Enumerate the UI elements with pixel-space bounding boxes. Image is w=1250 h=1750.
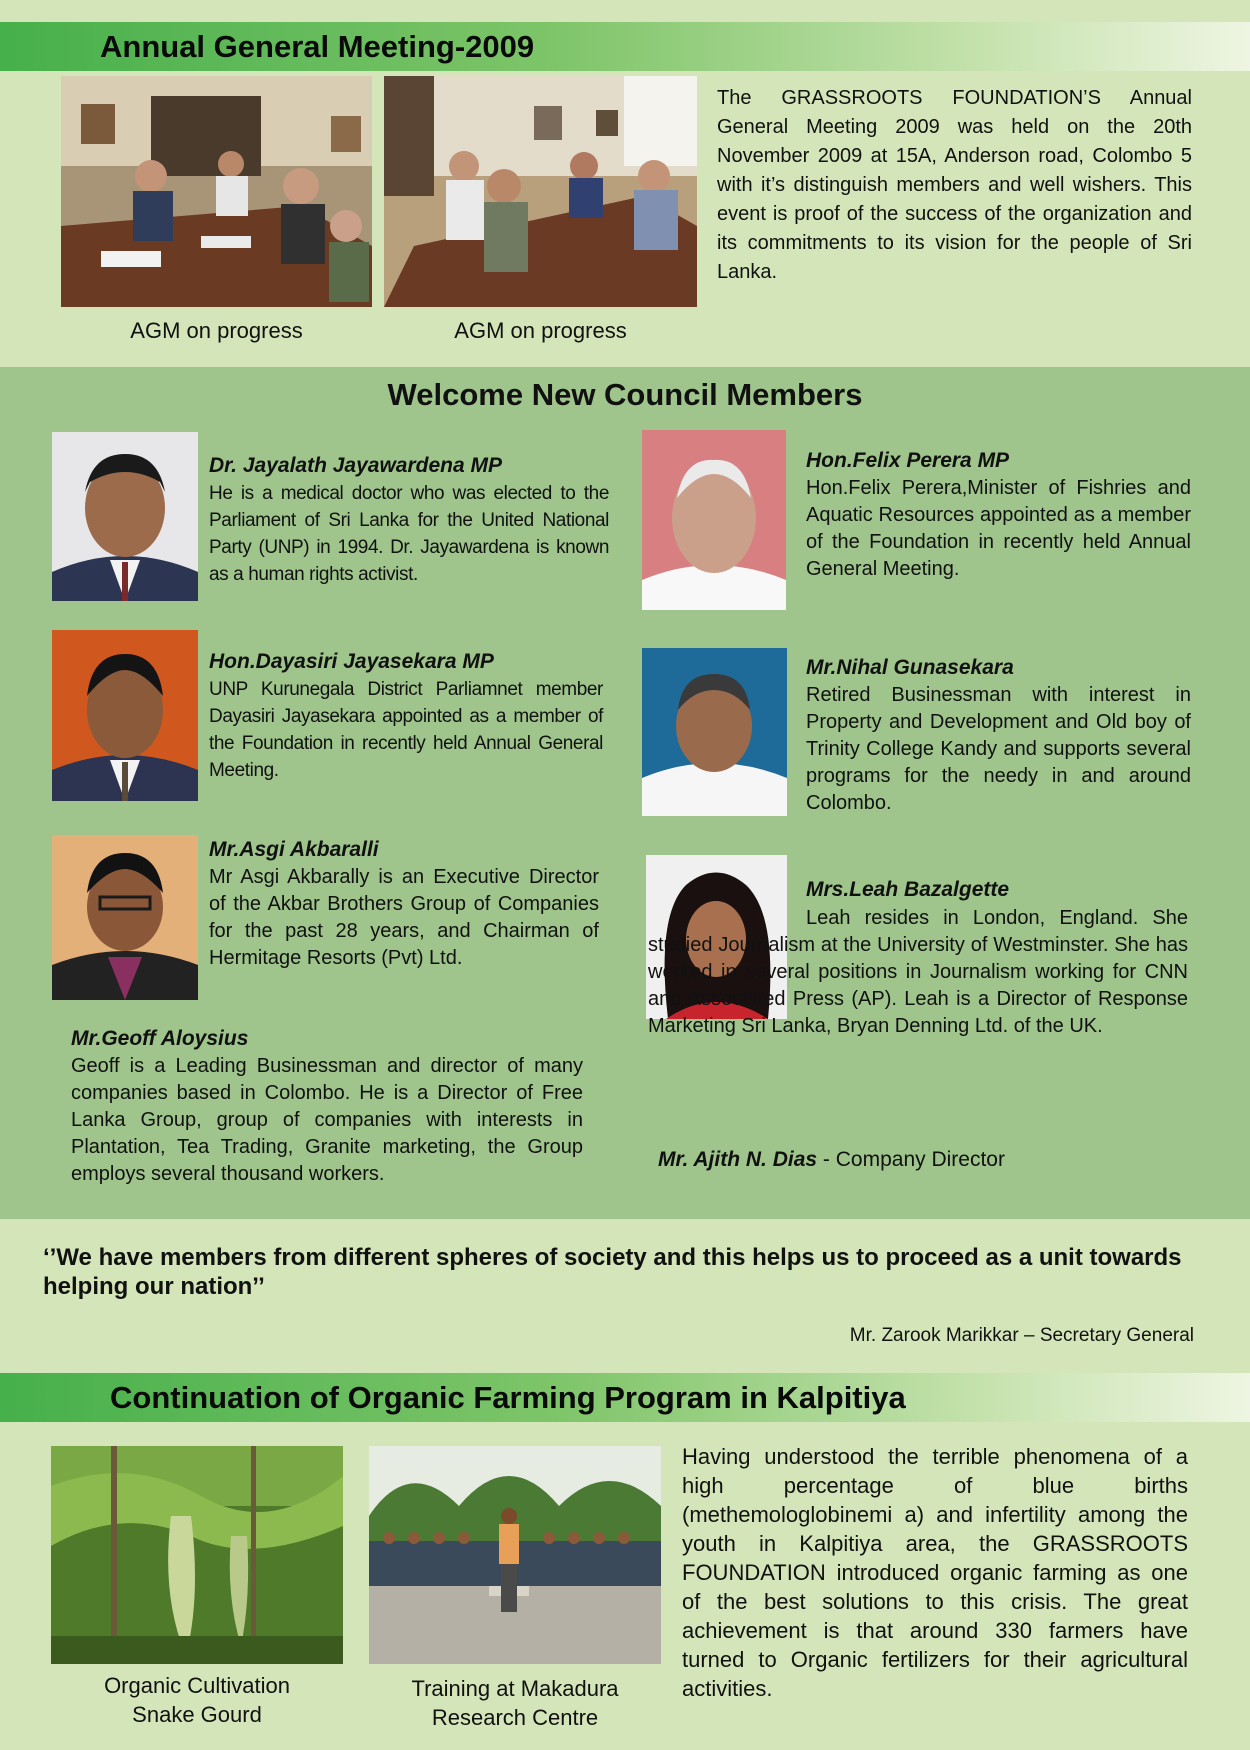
agm-title: Annual General Meeting-2009 <box>100 29 535 64</box>
farming-photo-2 <box>369 1446 661 1664</box>
farming-title: Continuation of Organic Farming Program in Kalpitiya <box>110 1380 906 1415</box>
member-name: Mr.Asgi Akbaralli <box>209 838 379 861</box>
member-bio: Geoff is a Leading Businessman and director of many companies based in Colombo. He is a Director of Free Lanka Group, group of companies with interests in Plantation, Tea Trading, Granite marketing, the Group employs several thousand workers. <box>71 1055 583 1185</box>
quote-text: ‘’We have members from different spheres of society and this helps us to proceed as a unit towards helping our nation’’ <box>43 1244 1182 1300</box>
member-photo-perera <box>642 430 786 610</box>
member-name: Mr. Ajith N. Dias <box>658 1148 818 1171</box>
farming-photo-2-caption-line1: Training at Makadura <box>411 1676 619 1701</box>
member-name: Mrs.Leah Bazalgette <box>806 878 1010 901</box>
council-title: Welcome New Council Members <box>387 377 863 412</box>
member-ajith-dias <box>658 1147 1198 1173</box>
member-name: Dr. Jayalath Jayawardena MP <box>209 454 502 477</box>
member-role: - Company Director <box>817 1148 1005 1171</box>
farming-photo-1-caption-line2: Snake Gourd <box>132 1702 262 1727</box>
member-name: Mr.Geoff Aloysius <box>71 1027 249 1050</box>
member-bio: Mr Asgi Akbarally is an Executive Director of the Akbar Brothers Group of Companies for the past 28 years, and Chairman of Hermitage Resorts (Pvt) Ltd. <box>209 866 599 969</box>
agm-description: The GRASSROOTS FOUNDATION’S Annual General Meeting 2009 was held on the 20th November 2009 at 15A, Anderson road, Colombo 5 with it’s distinguish members and well wishers. This event is proof of the success of the organization and its commitments to its vision for the people of Sri Lanka. <box>717 87 1192 283</box>
member-bio: Leah resides in London, England. She studied Journalism at the University of Westminster. She has worked in several positions in Journalism working for CNN and Associated Press (AP). Leah is a Director of Response Marketing Sri Lanka, Bryan Denning Ltd. of the UK. <box>648 907 1188 1037</box>
farming-description: Having understood the terrible phenomena of a high percentage of blue births (methemologlobinemi a) and infertility among the youth in Kalpitiya area, the GRASSROOTS FOUNDATION introduced organic farming as one of the best solutions to this crisis. The great achievement is that around 330 farmers have turned to Organic fertilizers for their agricultural activities. <box>682 1444 1188 1701</box>
member-bio: Retired Businessman with interest in Property and Development and Old boy of Trinity College Kandy and supports several programs for the needy in and around Colombo. <box>806 684 1191 814</box>
member-photo-jayawardena <box>52 432 198 601</box>
member-name: Hon.Dayasiri Jayasekara MP <box>209 650 494 673</box>
agm-photo-2 <box>384 76 697 307</box>
quote-author: Mr. Zarook Marikkar – Secretary General <box>849 1325 1194 1346</box>
member-photo-jayasekara <box>52 630 198 801</box>
farming-photo-1-caption-line1: Organic Cultivation <box>104 1673 290 1698</box>
member-name: Mr.Nihal Gunasekara <box>806 656 1014 679</box>
member-bio: UNP Kurunegala District Parliamnet member Dayasiri Jayasekara appointed as a member of the Foundation in recently held Annual General Meeting. <box>209 679 603 781</box>
member-bio: He is a medical doctor who was elected to the Parliament of Sri Lanka for the United National Party (UNP) in 1994. Dr. Jayawardena is known as a human rights activist. <box>209 483 609 585</box>
member-name: Hon.Felix Perera MP <box>806 449 1010 472</box>
agm-banner <box>0 22 1250 71</box>
agm-photo-1 <box>61 76 372 307</box>
member-photo-akbaralli <box>52 835 198 1000</box>
farming-photo-2-caption-line2: Research Centre <box>431 1705 599 1730</box>
farming-photo-1 <box>51 1446 343 1664</box>
member-bio: Hon.Felix Perera,Minister of Fishries and Aquatic Resources appointed as a member of the Foundation in recently held Annual General Meeting. <box>806 477 1191 580</box>
agm-photo-2-caption: AGM on progress <box>454 318 627 343</box>
member-photo-gunasekara <box>642 648 787 816</box>
farming-banner <box>0 1373 1250 1422</box>
agm-photo-1-caption: AGM on progress <box>130 318 303 343</box>
